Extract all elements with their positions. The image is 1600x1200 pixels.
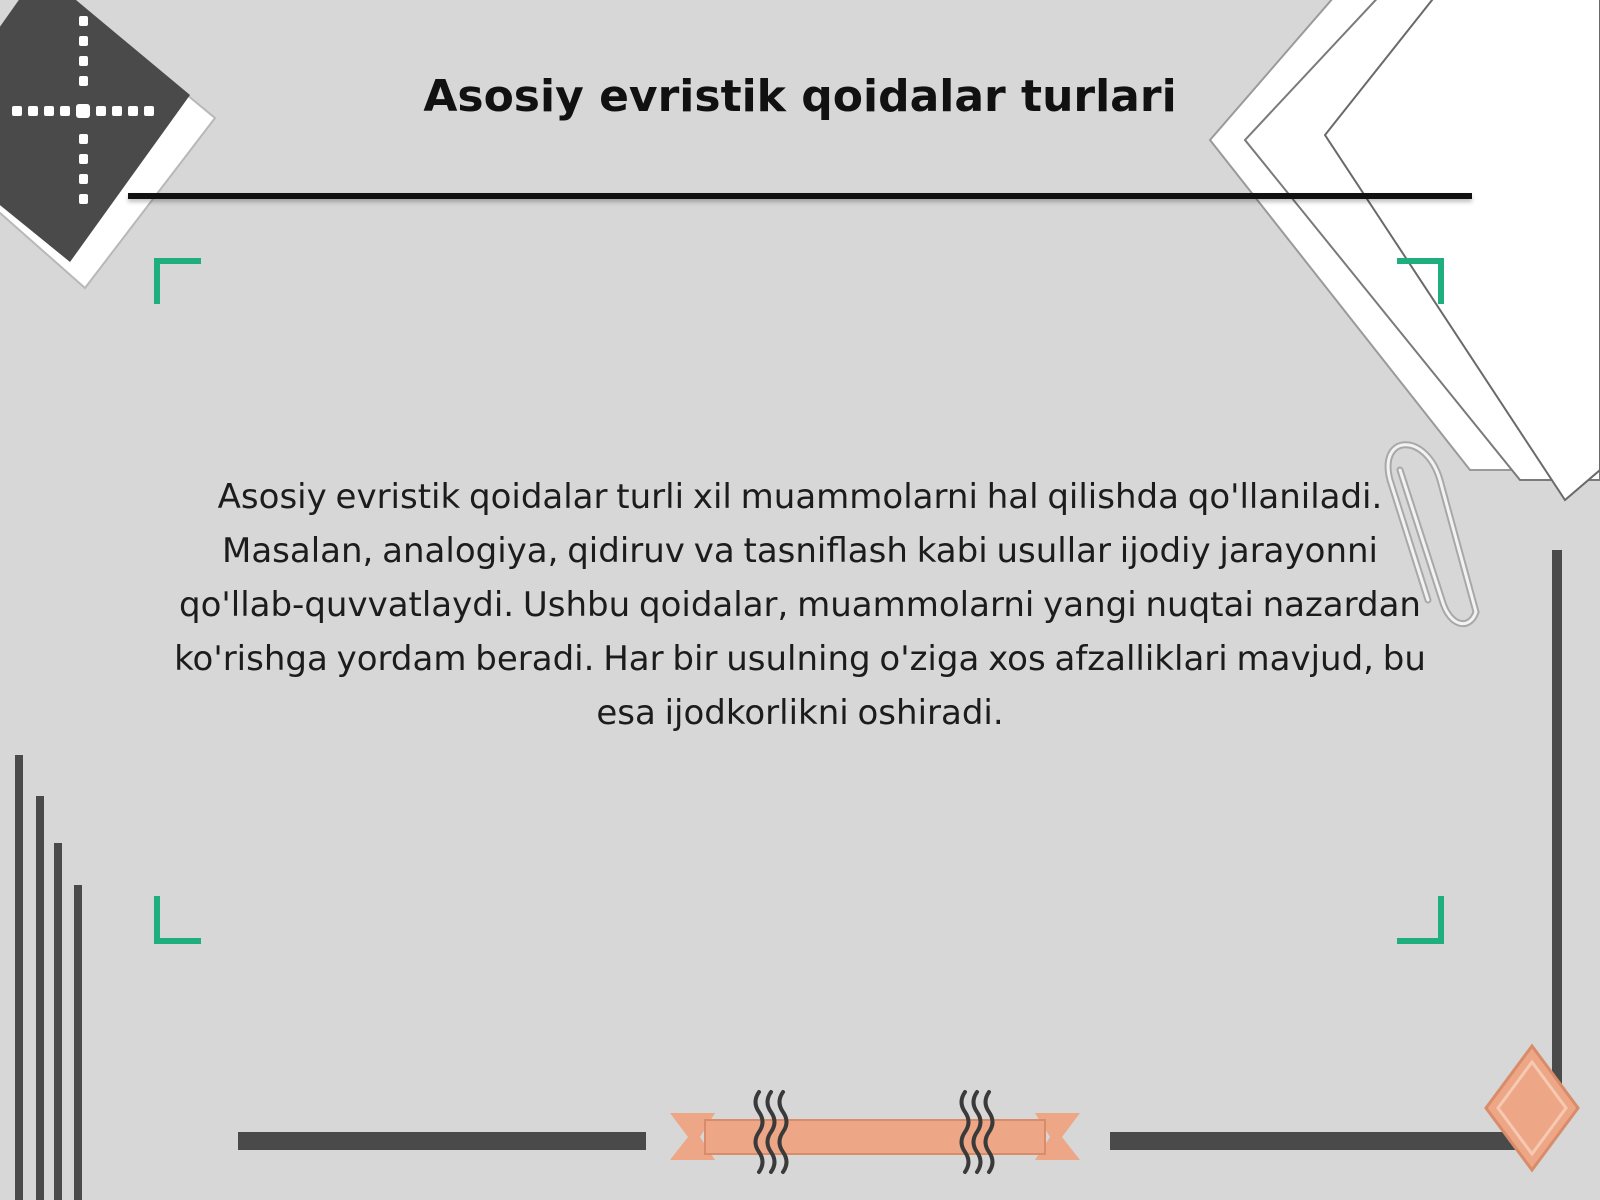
bottom-left-bar [238,1132,646,1150]
slide-title: Asosiy evristik qoidalar turlari [423,71,1177,122]
title-divider [128,193,1472,199]
diamond-icon [1486,1046,1578,1170]
left-vertical-bars [15,755,82,1200]
top-left-diamond [0,0,215,288]
right-vertical-bar [1552,550,1562,1120]
slide-body-text: Asosiy evristik qoidalar turli xil muammolarni hal qilishda qo'llaniladi. Masalan, analogiya, qidiruv va tasniflash kabi usullar ijodiy jarayonni qo'llab-quvvatlaydi. Ushbu qoidalar, muammolarni yangi nuqtai nazardan ko'rishga yordam beradi. Har bir usulning o'ziga xos afzalliklari mavjud, bu esa ijodkorlikni oshiradi. [174,477,1426,733]
ribbon-banner [670,1113,1080,1160]
bottom-right-bar [1110,1132,1535,1150]
